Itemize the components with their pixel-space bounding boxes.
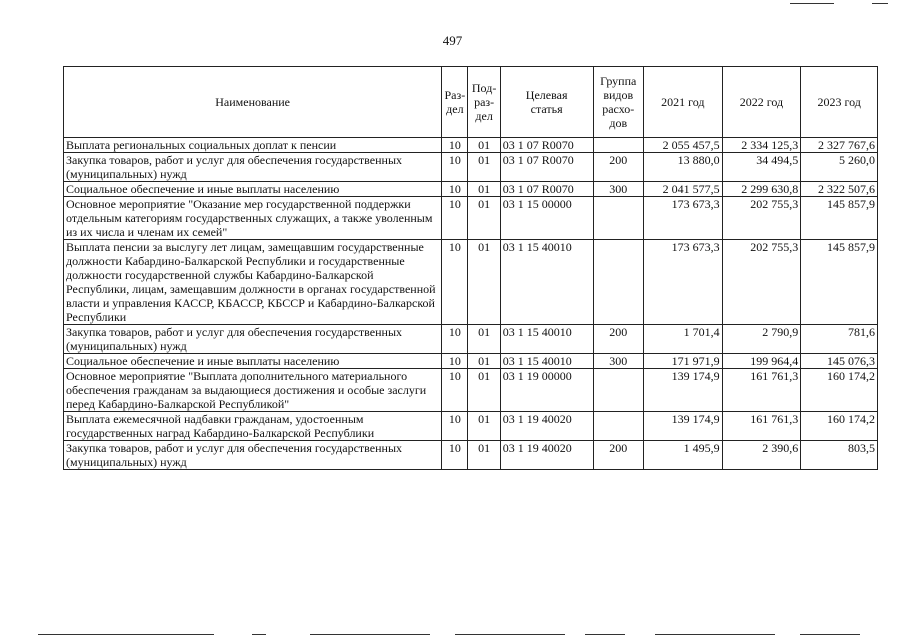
cell-2021: 1 701,4 bbox=[643, 325, 722, 354]
cell-subsection: 01 bbox=[468, 354, 500, 369]
cell-2022: 161 761,3 bbox=[722, 369, 801, 412]
header-section: Раз- дел bbox=[442, 67, 468, 138]
cell-2022: 2 790,9 bbox=[722, 325, 801, 354]
header-expense-group: Группа видов расхо- дов bbox=[593, 67, 643, 138]
table-row bbox=[64, 325, 878, 354]
cell-name: Выплата ежемесячной надбавки гражданам, удостоенным государственных наград Кабардино-Балкарской Республики bbox=[64, 412, 442, 441]
cell-target-item: 03 1 15 40010 bbox=[500, 354, 593, 369]
cell-target-item: 03 1 15 40010 bbox=[500, 240, 593, 325]
scan-line-bottom-4 bbox=[455, 634, 565, 635]
cell-2021: 2 055 457,5 bbox=[643, 138, 722, 153]
cell-2022: 199 964,4 bbox=[722, 354, 801, 369]
header-year-2023: 2023 год bbox=[801, 67, 878, 138]
scan-line-bottom-2 bbox=[252, 634, 266, 635]
cell-2022: 202 755,3 bbox=[722, 240, 801, 325]
scan-line-bottom-5 bbox=[585, 634, 625, 635]
cell-section: 10 bbox=[442, 441, 468, 470]
cell-expense-group bbox=[593, 412, 643, 441]
table-row bbox=[64, 153, 878, 182]
cell-name: Основное мероприятие "Оказание мер государственной поддержки отдельным категориям государственных служащих, а также уволенным из их числа и членам их семей" bbox=[64, 197, 442, 240]
cell-expense-group: 300 bbox=[593, 182, 643, 197]
cell-subsection: 01 bbox=[468, 325, 500, 354]
cell-section: 10 bbox=[442, 138, 468, 153]
cell-expense-group: 300 bbox=[593, 354, 643, 369]
cell-2022: 34 494,5 bbox=[722, 153, 801, 182]
cell-subsection: 01 bbox=[468, 182, 500, 197]
cell-2021: 173 673,3 bbox=[643, 197, 722, 240]
cell-target-item: 03 1 15 40010 bbox=[500, 325, 593, 354]
table-row bbox=[64, 412, 878, 441]
cell-section: 10 bbox=[442, 325, 468, 354]
cell-expense-group: 200 bbox=[593, 441, 643, 470]
cell-section: 10 bbox=[442, 153, 468, 182]
scan-line-bottom-7 bbox=[800, 634, 860, 635]
cell-2021: 1 495,9 bbox=[643, 441, 722, 470]
cell-2023: 145 076,3 bbox=[801, 354, 878, 369]
cell-expense-group: 200 bbox=[593, 325, 643, 354]
cell-name: Закупка товаров, работ и услуг для обеспечения государственных (муниципальных) нужд bbox=[64, 325, 442, 354]
budget-table bbox=[63, 66, 878, 470]
cell-expense-group bbox=[593, 138, 643, 153]
page-number: 497 bbox=[442, 33, 463, 48]
cell-2023: 803,5 bbox=[801, 441, 878, 470]
cell-2023: 160 174,2 bbox=[801, 412, 878, 441]
cell-target-item: 03 1 19 40020 bbox=[500, 412, 593, 441]
scan-line-bottom-6 bbox=[655, 634, 775, 635]
table-row bbox=[64, 240, 878, 325]
cell-subsection: 01 bbox=[468, 138, 500, 153]
cell-target-item: 03 1 07 R0070 bbox=[500, 182, 593, 197]
header-name: Наименование bbox=[64, 67, 442, 138]
cell-subsection: 01 bbox=[468, 441, 500, 470]
cell-2021: 2 041 577,5 bbox=[643, 182, 722, 197]
cell-name: Закупка товаров, работ и услуг для обеспечения государственных (муниципальных) нужд bbox=[64, 153, 442, 182]
table-row bbox=[64, 354, 878, 369]
scan-line-top-1 bbox=[790, 3, 834, 4]
cell-subsection: 01 bbox=[468, 369, 500, 412]
cell-2022: 2 334 125,3 bbox=[722, 138, 801, 153]
cell-subsection: 01 bbox=[468, 240, 500, 325]
cell-name: Выплата пенсии за выслугу лет лицам, замещавшим государственные должности Кабардино-Балкарской Республики и государственные должности государственной службы Кабардино-Балкарской Республики, лицам, замещавшим должности в органах государственной власти и управления КАССР, КБАССР, КБССР и Кабардино-Балкарской Республики bbox=[64, 240, 442, 325]
cell-name: Социальное обеспечение и иные выплаты населению bbox=[64, 182, 442, 197]
cell-name: Социальное обеспечение и иные выплаты населению bbox=[64, 354, 442, 369]
table-row bbox=[64, 441, 878, 470]
header-year-2022: 2022 год bbox=[722, 67, 801, 138]
cell-target-item: 03 1 07 R0070 bbox=[500, 138, 593, 153]
table-body bbox=[64, 138, 878, 470]
cell-2021: 139 174,9 bbox=[643, 412, 722, 441]
cell-name: Основное мероприятие "Выплата дополнительного материального обеспечения гражданам за выдающиеся достижения и особые заслуги перед Кабардино-Балкарской Республикой" bbox=[64, 369, 442, 412]
cell-target-item: 03 1 19 00000 bbox=[500, 369, 593, 412]
cell-expense-group bbox=[593, 197, 643, 240]
cell-subsection: 01 bbox=[468, 197, 500, 240]
cell-2023: 5 260,0 bbox=[801, 153, 878, 182]
cell-2023: 145 857,9 bbox=[801, 240, 878, 325]
header-year-2021: 2021 год bbox=[643, 67, 722, 138]
cell-section: 10 bbox=[442, 197, 468, 240]
cell-2022: 202 755,3 bbox=[722, 197, 801, 240]
cell-section: 10 bbox=[442, 354, 468, 369]
cell-expense-group bbox=[593, 369, 643, 412]
cell-2021: 13 880,0 bbox=[643, 153, 722, 182]
cell-2022: 161 761,3 bbox=[722, 412, 801, 441]
header-subsection: Под- раз- дел bbox=[468, 67, 500, 138]
cell-section: 10 bbox=[442, 240, 468, 325]
cell-2023: 2 322 507,6 bbox=[801, 182, 878, 197]
cell-2023: 781,6 bbox=[801, 325, 878, 354]
cell-2021: 173 673,3 bbox=[643, 240, 722, 325]
cell-name: Закупка товаров, работ и услуг для обеспечения государственных (муниципальных) нужд bbox=[64, 441, 442, 470]
table-row bbox=[64, 182, 878, 197]
cell-2023: 2 327 767,6 bbox=[801, 138, 878, 153]
scan-line-top-2 bbox=[872, 3, 888, 4]
cell-2021: 139 174,9 bbox=[643, 369, 722, 412]
header-row bbox=[64, 67, 878, 138]
scan-line-bottom-1 bbox=[38, 634, 214, 635]
cell-section: 10 bbox=[442, 369, 468, 412]
cell-name: Выплата региональных социальных доплат к пенсии bbox=[64, 138, 442, 153]
table-row bbox=[64, 197, 878, 240]
cell-target-item: 03 1 07 R0070 bbox=[500, 153, 593, 182]
cell-2023: 160 174,2 bbox=[801, 369, 878, 412]
cell-expense-group bbox=[593, 240, 643, 325]
cell-expense-group: 200 bbox=[593, 153, 643, 182]
header-target-item: Целевая статья bbox=[500, 67, 593, 138]
table-row bbox=[64, 369, 878, 412]
cell-section: 10 bbox=[442, 412, 468, 441]
cell-2022: 2 390,6 bbox=[722, 441, 801, 470]
cell-subsection: 01 bbox=[468, 153, 500, 182]
cell-subsection: 01 bbox=[468, 412, 500, 441]
cell-2022: 2 299 630,8 bbox=[722, 182, 801, 197]
cell-target-item: 03 1 15 00000 bbox=[500, 197, 593, 240]
cell-2023: 145 857,9 bbox=[801, 197, 878, 240]
cell-2021: 171 971,9 bbox=[643, 354, 722, 369]
scan-line-bottom-3 bbox=[310, 634, 430, 635]
table-row bbox=[64, 138, 878, 153]
cell-section: 10 bbox=[442, 182, 468, 197]
cell-target-item: 03 1 19 40020 bbox=[500, 441, 593, 470]
